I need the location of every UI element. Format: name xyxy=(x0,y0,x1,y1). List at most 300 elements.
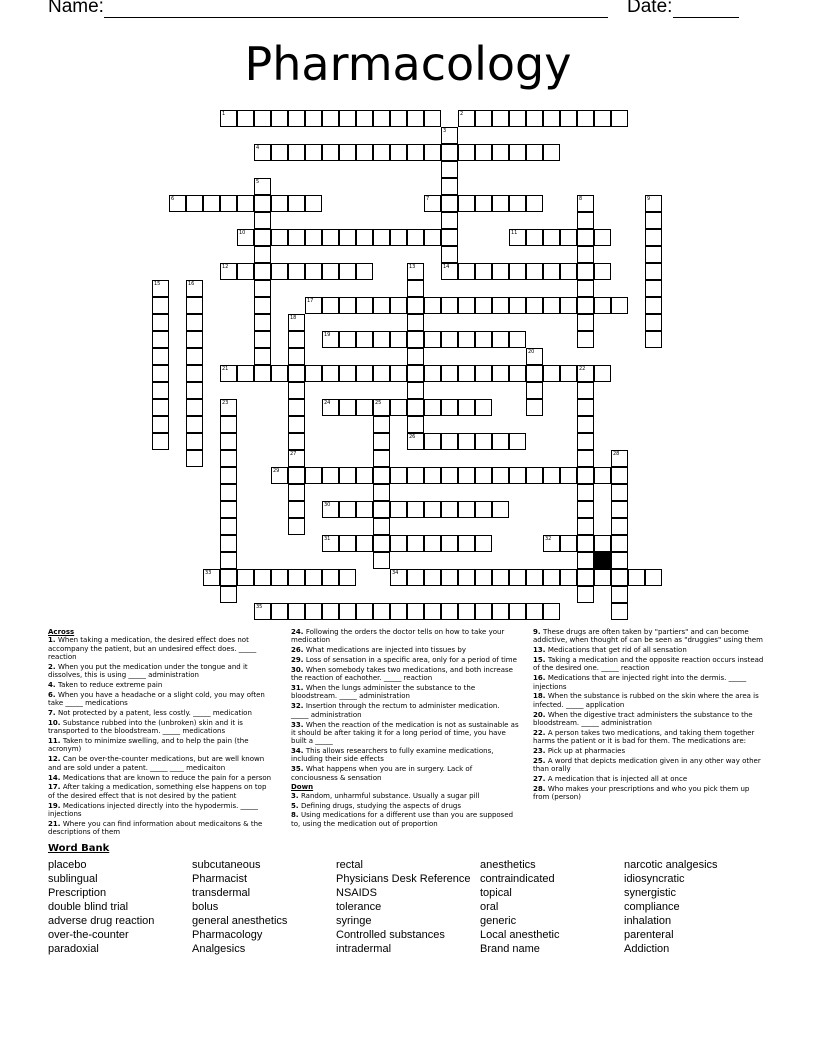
grid-cell[interactable] xyxy=(305,467,322,484)
grid-cell[interactable] xyxy=(220,433,237,450)
grid-cell[interactable] xyxy=(543,467,560,484)
grid-cell[interactable] xyxy=(475,331,492,348)
grid-cell[interactable] xyxy=(322,603,339,620)
grid-cell[interactable] xyxy=(441,569,458,586)
grid-cell[interactable] xyxy=(492,433,509,450)
grid-cell[interactable] xyxy=(441,467,458,484)
grid-cell[interactable] xyxy=(220,450,237,467)
grid-cell[interactable] xyxy=(611,603,628,620)
grid-cell[interactable] xyxy=(526,399,543,416)
grid-cell[interactable] xyxy=(407,501,424,518)
grid-cell[interactable] xyxy=(203,195,220,212)
grid-cell[interactable] xyxy=(458,399,475,416)
grid-cell[interactable] xyxy=(594,535,611,552)
grid-cell[interactable] xyxy=(271,195,288,212)
grid-cell[interactable] xyxy=(645,229,662,246)
grid-cell[interactable] xyxy=(254,569,271,586)
grid-cell[interactable] xyxy=(645,212,662,229)
grid-cell[interactable] xyxy=(509,195,526,212)
grid-cell[interactable] xyxy=(373,297,390,314)
grid-cell[interactable] xyxy=(492,331,509,348)
grid-cell[interactable] xyxy=(492,501,509,518)
grid-cell[interactable] xyxy=(339,365,356,382)
grid-cell[interactable] xyxy=(492,569,509,586)
grid-cell[interactable] xyxy=(186,382,203,399)
grid-cell[interactable] xyxy=(390,144,407,161)
grid-cell[interactable] xyxy=(645,263,662,280)
grid-cell[interactable] xyxy=(373,110,390,127)
grid-cell[interactable] xyxy=(373,144,390,161)
grid-cell[interactable] xyxy=(441,433,458,450)
grid-cell[interactable] xyxy=(407,399,424,416)
grid-cell[interactable] xyxy=(407,603,424,620)
grid-cell[interactable] xyxy=(220,195,237,212)
grid-cell[interactable] xyxy=(611,467,628,484)
grid-cell[interactable] xyxy=(305,229,322,246)
grid-cell[interactable] xyxy=(356,603,373,620)
grid-cell[interactable] xyxy=(577,110,594,127)
grid-cell[interactable] xyxy=(526,263,543,280)
grid-cell[interactable] xyxy=(441,144,458,161)
grid-cell[interactable] xyxy=(186,331,203,348)
grid-cell[interactable] xyxy=(560,229,577,246)
grid-cell[interactable] xyxy=(339,110,356,127)
grid-cell[interactable] xyxy=(577,382,594,399)
grid-cell[interactable] xyxy=(475,433,492,450)
grid-cell[interactable] xyxy=(186,348,203,365)
grid-cell[interactable] xyxy=(424,365,441,382)
grid-cell[interactable] xyxy=(356,229,373,246)
grid-cell[interactable] xyxy=(424,110,441,127)
date-field[interactable] xyxy=(673,17,739,18)
grid-cell[interactable] xyxy=(271,144,288,161)
grid-cell[interactable] xyxy=(186,297,203,314)
grid-cell[interactable] xyxy=(577,246,594,263)
grid-cell[interactable] xyxy=(322,110,339,127)
grid-cell[interactable] xyxy=(475,569,492,586)
grid-cell[interactable] xyxy=(152,382,169,399)
grid-cell[interactable] xyxy=(271,365,288,382)
grid-cell[interactable] xyxy=(220,467,237,484)
grid-cell[interactable] xyxy=(441,535,458,552)
grid-cell[interactable] xyxy=(475,110,492,127)
grid-cell[interactable] xyxy=(441,603,458,620)
grid-cell[interactable] xyxy=(645,246,662,263)
grid-cell[interactable] xyxy=(254,365,271,382)
grid-cell[interactable] xyxy=(543,569,560,586)
grid-cell[interactable] xyxy=(509,331,526,348)
grid-cell[interactable] xyxy=(594,110,611,127)
grid-cell[interactable] xyxy=(322,569,339,586)
grid-cell[interactable] xyxy=(611,569,628,586)
grid-cell[interactable] xyxy=(237,365,254,382)
grid-cell[interactable] xyxy=(492,110,509,127)
grid-cell[interactable] xyxy=(288,416,305,433)
grid-cell[interactable] xyxy=(526,603,543,620)
grid-cell[interactable] xyxy=(407,535,424,552)
grid-cell[interactable] xyxy=(492,365,509,382)
grid-cell[interactable] xyxy=(441,195,458,212)
grid-cell[interactable] xyxy=(305,263,322,280)
grid-cell[interactable] xyxy=(373,416,390,433)
grid-cell[interactable] xyxy=(441,161,458,178)
grid-cell[interactable] xyxy=(390,331,407,348)
grid-cell[interactable] xyxy=(475,467,492,484)
grid-cell[interactable] xyxy=(560,535,577,552)
grid-cell[interactable] xyxy=(271,263,288,280)
grid-cell[interactable] xyxy=(577,552,594,569)
grid-cell[interactable] xyxy=(492,144,509,161)
grid-cell[interactable] xyxy=(356,110,373,127)
grid-cell[interactable] xyxy=(390,297,407,314)
grid-cell[interactable] xyxy=(509,297,526,314)
grid-cell[interactable] xyxy=(441,331,458,348)
grid-cell[interactable] xyxy=(152,314,169,331)
grid-cell[interactable] xyxy=(526,144,543,161)
grid-cell[interactable] xyxy=(441,399,458,416)
grid-cell[interactable] xyxy=(322,263,339,280)
grid-cell[interactable] xyxy=(322,467,339,484)
grid-cell[interactable] xyxy=(254,246,271,263)
grid-cell[interactable] xyxy=(509,433,526,450)
grid-cell[interactable] xyxy=(152,399,169,416)
grid-cell[interactable] xyxy=(356,365,373,382)
grid-cell[interactable] xyxy=(458,144,475,161)
grid-cell[interactable] xyxy=(645,314,662,331)
grid-cell[interactable] xyxy=(373,450,390,467)
grid-cell[interactable] xyxy=(254,263,271,280)
grid-cell[interactable] xyxy=(492,263,509,280)
grid-cell[interactable] xyxy=(356,501,373,518)
grid-cell[interactable] xyxy=(577,586,594,603)
grid-cell[interactable] xyxy=(577,518,594,535)
grid-cell[interactable] xyxy=(288,433,305,450)
grid-cell[interactable] xyxy=(288,348,305,365)
grid-cell[interactable] xyxy=(356,297,373,314)
grid-cell[interactable] xyxy=(407,280,424,297)
grid-cell[interactable] xyxy=(475,297,492,314)
grid-cell[interactable] xyxy=(288,110,305,127)
grid-cell[interactable] xyxy=(271,110,288,127)
grid-cell[interactable] xyxy=(543,365,560,382)
grid-cell[interactable] xyxy=(390,110,407,127)
grid-cell[interactable] xyxy=(407,348,424,365)
grid-cell[interactable] xyxy=(441,365,458,382)
grid-cell[interactable] xyxy=(322,144,339,161)
grid-cell[interactable] xyxy=(577,484,594,501)
grid-cell[interactable] xyxy=(339,144,356,161)
grid-cell[interactable] xyxy=(475,399,492,416)
grid-cell[interactable] xyxy=(407,331,424,348)
grid-cell[interactable] xyxy=(560,467,577,484)
grid-cell[interactable] xyxy=(271,603,288,620)
grid-cell[interactable] xyxy=(424,467,441,484)
grid-cell[interactable] xyxy=(526,195,543,212)
grid-cell[interactable] xyxy=(373,331,390,348)
grid-cell[interactable] xyxy=(577,535,594,552)
grid-cell[interactable] xyxy=(220,535,237,552)
grid-cell[interactable] xyxy=(288,569,305,586)
grid-cell[interactable] xyxy=(424,603,441,620)
grid-cell[interactable] xyxy=(560,569,577,586)
grid-cell[interactable] xyxy=(186,314,203,331)
grid-cell[interactable] xyxy=(424,433,441,450)
grid-cell[interactable] xyxy=(152,416,169,433)
grid-cell[interactable] xyxy=(288,365,305,382)
grid-cell[interactable] xyxy=(288,382,305,399)
grid-cell[interactable] xyxy=(560,297,577,314)
grid-cell[interactable] xyxy=(390,535,407,552)
grid-cell[interactable] xyxy=(509,603,526,620)
grid-cell[interactable] xyxy=(152,348,169,365)
grid-cell[interactable] xyxy=(611,552,628,569)
grid-cell[interactable] xyxy=(373,433,390,450)
grid-cell[interactable] xyxy=(492,603,509,620)
grid-cell[interactable] xyxy=(645,297,662,314)
grid-cell[interactable] xyxy=(560,365,577,382)
grid-cell[interactable] xyxy=(594,365,611,382)
grid-cell[interactable] xyxy=(577,263,594,280)
grid-cell[interactable] xyxy=(424,144,441,161)
grid-cell[interactable] xyxy=(458,365,475,382)
grid-cell[interactable] xyxy=(611,501,628,518)
grid-cell[interactable] xyxy=(373,518,390,535)
grid-cell[interactable] xyxy=(577,467,594,484)
grid-cell[interactable] xyxy=(577,280,594,297)
grid-cell[interactable] xyxy=(407,229,424,246)
grid-cell[interactable] xyxy=(577,331,594,348)
grid-cell[interactable] xyxy=(577,569,594,586)
grid-cell[interactable] xyxy=(509,467,526,484)
grid-cell[interactable] xyxy=(220,569,237,586)
grid-cell[interactable] xyxy=(254,212,271,229)
grid-cell[interactable] xyxy=(254,195,271,212)
grid-cell[interactable] xyxy=(509,365,526,382)
grid-cell[interactable] xyxy=(458,195,475,212)
grid-cell[interactable] xyxy=(611,586,628,603)
grid-cell[interactable] xyxy=(611,297,628,314)
grid-cell[interactable] xyxy=(424,569,441,586)
grid-cell[interactable] xyxy=(424,535,441,552)
grid-cell[interactable] xyxy=(594,263,611,280)
grid-cell[interactable] xyxy=(645,569,662,586)
grid-cell[interactable] xyxy=(390,365,407,382)
grid-cell[interactable] xyxy=(373,603,390,620)
grid-cell[interactable] xyxy=(220,552,237,569)
grid-cell[interactable] xyxy=(543,144,560,161)
grid-cell[interactable] xyxy=(322,365,339,382)
grid-cell[interactable] xyxy=(509,110,526,127)
grid-cell[interactable] xyxy=(220,501,237,518)
grid-cell[interactable] xyxy=(577,212,594,229)
grid-cell[interactable] xyxy=(492,195,509,212)
grid-cell[interactable] xyxy=(577,433,594,450)
grid-cell[interactable] xyxy=(339,331,356,348)
grid-cell[interactable] xyxy=(458,535,475,552)
grid-cell[interactable] xyxy=(509,263,526,280)
grid-cell[interactable] xyxy=(356,144,373,161)
grid-cell[interactable] xyxy=(237,569,254,586)
grid-cell[interactable] xyxy=(288,501,305,518)
grid-cell[interactable] xyxy=(475,263,492,280)
grid-cell[interactable] xyxy=(356,399,373,416)
grid-cell[interactable] xyxy=(577,450,594,467)
grid-cell[interactable] xyxy=(339,399,356,416)
grid-cell[interactable] xyxy=(237,263,254,280)
grid-cell[interactable] xyxy=(339,535,356,552)
grid-cell[interactable] xyxy=(441,229,458,246)
grid-cell[interactable] xyxy=(475,144,492,161)
grid-cell[interactable] xyxy=(407,144,424,161)
grid-cell[interactable] xyxy=(577,416,594,433)
grid-cell[interactable] xyxy=(288,518,305,535)
grid-cell[interactable] xyxy=(288,195,305,212)
grid-cell[interactable] xyxy=(186,433,203,450)
grid-cell[interactable] xyxy=(186,195,203,212)
grid-cell[interactable] xyxy=(526,467,543,484)
grid-cell[interactable] xyxy=(220,484,237,501)
grid-cell[interactable] xyxy=(509,569,526,586)
grid-cell[interactable] xyxy=(373,467,390,484)
grid-cell[interactable] xyxy=(424,399,441,416)
grid-cell[interactable] xyxy=(526,365,543,382)
grid-cell[interactable] xyxy=(186,399,203,416)
grid-cell[interactable] xyxy=(458,297,475,314)
grid-cell[interactable] xyxy=(577,314,594,331)
grid-cell[interactable] xyxy=(305,195,322,212)
grid-cell[interactable] xyxy=(594,297,611,314)
grid-cell[interactable] xyxy=(407,416,424,433)
grid-cell[interactable] xyxy=(271,229,288,246)
grid-cell[interactable] xyxy=(407,382,424,399)
grid-cell[interactable] xyxy=(373,501,390,518)
grid-cell[interactable] xyxy=(543,603,560,620)
grid-cell[interactable] xyxy=(475,501,492,518)
grid-cell[interactable] xyxy=(373,365,390,382)
grid-cell[interactable] xyxy=(339,229,356,246)
grid-cell[interactable] xyxy=(594,229,611,246)
grid-cell[interactable] xyxy=(458,263,475,280)
grid-cell[interactable] xyxy=(373,484,390,501)
grid-cell[interactable] xyxy=(594,467,611,484)
grid-cell[interactable] xyxy=(186,365,203,382)
grid-cell[interactable] xyxy=(254,314,271,331)
grid-cell[interactable] xyxy=(152,365,169,382)
grid-cell[interactable] xyxy=(339,501,356,518)
grid-cell[interactable] xyxy=(390,399,407,416)
grid-cell[interactable] xyxy=(543,263,560,280)
grid-cell[interactable] xyxy=(390,501,407,518)
grid-cell[interactable] xyxy=(560,263,577,280)
grid-cell[interactable] xyxy=(220,518,237,535)
grid-cell[interactable] xyxy=(254,280,271,297)
grid-cell[interactable] xyxy=(577,399,594,416)
grid-cell[interactable] xyxy=(475,603,492,620)
grid-cell[interactable] xyxy=(611,110,628,127)
grid-cell[interactable] xyxy=(526,297,543,314)
grid-cell[interactable] xyxy=(424,501,441,518)
grid-cell[interactable] xyxy=(509,144,526,161)
grid-cell[interactable] xyxy=(424,331,441,348)
grid-cell[interactable] xyxy=(526,382,543,399)
grid-cell[interactable] xyxy=(288,331,305,348)
grid-cell[interactable] xyxy=(407,314,424,331)
grid-cell[interactable] xyxy=(475,535,492,552)
grid-cell[interactable] xyxy=(543,110,560,127)
grid-cell[interactable] xyxy=(628,569,645,586)
grid-cell[interactable] xyxy=(356,331,373,348)
grid-cell[interactable] xyxy=(441,501,458,518)
grid-cell[interactable] xyxy=(577,229,594,246)
grid-cell[interactable] xyxy=(305,110,322,127)
grid-cell[interactable] xyxy=(339,467,356,484)
grid-cell[interactable] xyxy=(390,467,407,484)
grid-cell[interactable] xyxy=(237,110,254,127)
grid-cell[interactable] xyxy=(441,212,458,229)
grid-cell[interactable] xyxy=(339,263,356,280)
grid-cell[interactable] xyxy=(458,603,475,620)
grid-cell[interactable] xyxy=(611,535,628,552)
grid-cell[interactable] xyxy=(254,110,271,127)
grid-cell[interactable] xyxy=(356,467,373,484)
grid-cell[interactable] xyxy=(407,297,424,314)
grid-cell[interactable] xyxy=(271,569,288,586)
grid-cell[interactable] xyxy=(611,484,628,501)
grid-cell[interactable] xyxy=(288,603,305,620)
grid-cell[interactable] xyxy=(339,297,356,314)
grid-cell[interactable] xyxy=(458,433,475,450)
grid-cell[interactable] xyxy=(441,178,458,195)
grid-cell[interactable] xyxy=(305,144,322,161)
grid-cell[interactable] xyxy=(458,331,475,348)
grid-cell[interactable] xyxy=(577,501,594,518)
grid-cell[interactable] xyxy=(339,603,356,620)
grid-cell[interactable] xyxy=(305,569,322,586)
grid-cell[interactable] xyxy=(305,365,322,382)
grid-cell[interactable] xyxy=(305,603,322,620)
grid-cell[interactable] xyxy=(492,297,509,314)
grid-cell[interactable] xyxy=(254,348,271,365)
grid-cell[interactable] xyxy=(441,246,458,263)
grid-cell[interactable] xyxy=(407,110,424,127)
grid-cell[interactable] xyxy=(220,416,237,433)
grid-cell[interactable] xyxy=(373,535,390,552)
grid-cell[interactable] xyxy=(458,569,475,586)
grid-cell[interactable] xyxy=(526,569,543,586)
grid-cell[interactable] xyxy=(543,297,560,314)
grid-cell[interactable] xyxy=(322,297,339,314)
grid-cell[interactable] xyxy=(356,535,373,552)
grid-cell[interactable] xyxy=(526,110,543,127)
grid-cell[interactable] xyxy=(526,229,543,246)
grid-cell[interactable] xyxy=(288,263,305,280)
grid-cell[interactable] xyxy=(407,569,424,586)
grid-cell[interactable] xyxy=(645,280,662,297)
grid-cell[interactable] xyxy=(594,569,611,586)
grid-cell[interactable] xyxy=(407,467,424,484)
grid-cell[interactable] xyxy=(339,569,356,586)
grid-cell[interactable] xyxy=(152,433,169,450)
grid-cell[interactable] xyxy=(407,365,424,382)
grid-cell[interactable] xyxy=(288,144,305,161)
grid-cell[interactable] xyxy=(288,229,305,246)
grid-cell[interactable] xyxy=(458,467,475,484)
grid-cell[interactable] xyxy=(373,229,390,246)
grid-cell[interactable] xyxy=(475,195,492,212)
grid-cell[interactable] xyxy=(152,331,169,348)
grid-cell[interactable] xyxy=(186,416,203,433)
grid-cell[interactable] xyxy=(322,229,339,246)
